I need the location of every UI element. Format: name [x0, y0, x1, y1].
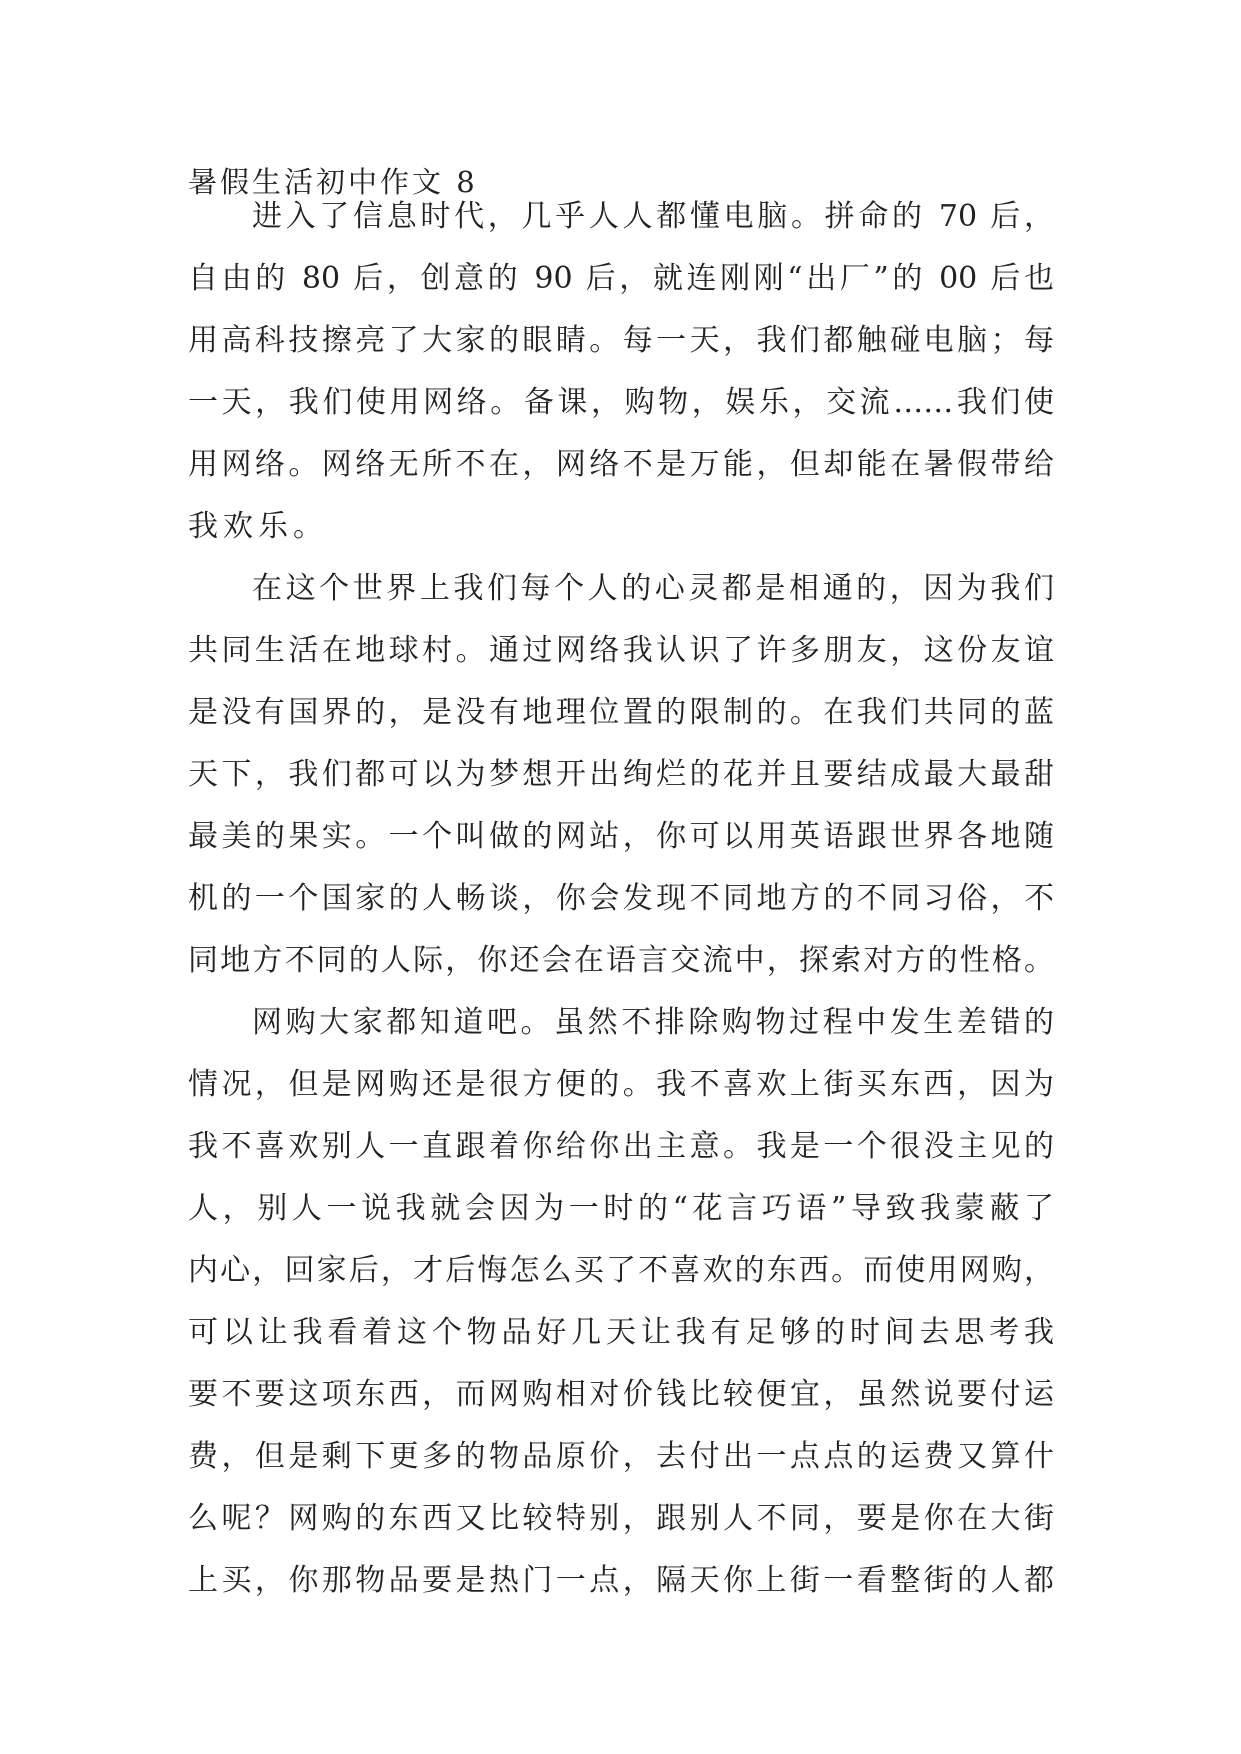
paragraph-1-line-1: 进入了信息时代，几乎人人都懂电脑。拼命的 70 后， — [252, 199, 1054, 234]
paragraph-1-line-3: 用高科技擦亮了大家的眼睛。每一天，我们都触碰电脑；每 — [188, 323, 1054, 358]
paragraph-2-line-5: 最美的果实。一个叫做的网站，你可以用英语跟世界各地随 — [188, 819, 1054, 854]
paragraph-1-line-6: 我欢乐。 — [188, 509, 328, 544]
paragraph-3-line-3: 我不喜欢别人一直跟着你给你出主意。我是一个很没主见的 — [188, 1129, 1054, 1164]
paragraph-3-line-2: 情况，但是网购还是很方便的。我不喜欢上街买东西，因为 — [188, 1067, 1054, 1102]
paragraph-3-line-9: 么呢？网购的东西又比较特别，跟别人不同，要是你在大街 — [188, 1501, 1054, 1536]
paragraph-3-line-5: 内心，回家后，才后悔怎么买了不喜欢的东西。而使用网购， — [188, 1253, 1054, 1288]
paragraph-1-line-2: 自由的 80 后，创意的 90 后，就连刚刚“出厂”的 00 后也 — [188, 261, 1054, 296]
paragraph-3-line-4: 人，别人一说我就会因为一时的“花言巧语”导致我蒙蔽了 — [188, 1191, 1054, 1226]
paragraph-2-line-1: 在这个世界上我们每个人的心灵都是相通的，因为我们 — [252, 571, 1054, 606]
paragraph-2-line-2: 共同生活在地球村。通过网络我认识了许多朋友，这份友谊 — [188, 633, 1054, 668]
paragraph-3-line-7: 要不要这项东西，而网购相对价钱比较便宜，虽然说要付运 — [188, 1377, 1054, 1412]
paragraph-2-line-7: 同地方不同的人际，你还会在语言交流中，探索对方的性格。 — [188, 943, 1054, 978]
paragraph-1-line-4: 一天，我们使用网络。备课，购物，娱乐，交流……我们使 — [188, 385, 1054, 420]
paragraph-2-line-4: 天下，我们都可以为梦想开出绚烂的花并且要结成最大最甜 — [188, 757, 1054, 792]
paragraph-3-line-8: 费，但是剩下更多的物品原价，去付出一点点的运费又算什 — [188, 1439, 1054, 1474]
paragraph-2-line-3: 是没有国界的，是没有地理位置的限制的。在我们共同的蓝 — [188, 695, 1054, 730]
paragraph-3-line-10: 上买，你那物品要是热门一点，隔天你上街一看整街的人都 — [188, 1563, 1054, 1598]
document-title: 暑假生活初中作文 8 — [188, 165, 478, 199]
paragraph-3-line-1: 网购大家都知道吧。虽然不排除购物过程中发生差错的 — [252, 1005, 1054, 1040]
paragraph-1-line-5: 用网络。网络无所不在，网络不是万能，但却能在暑假带给 — [188, 447, 1054, 482]
paragraph-2-line-6: 机的一个国家的人畅谈，你会发现不同地方的不同习俗，不 — [188, 881, 1054, 916]
paragraph-3-line-6: 可以让我看着这个物品好几天让我有足够的时间去思考我 — [188, 1315, 1054, 1350]
